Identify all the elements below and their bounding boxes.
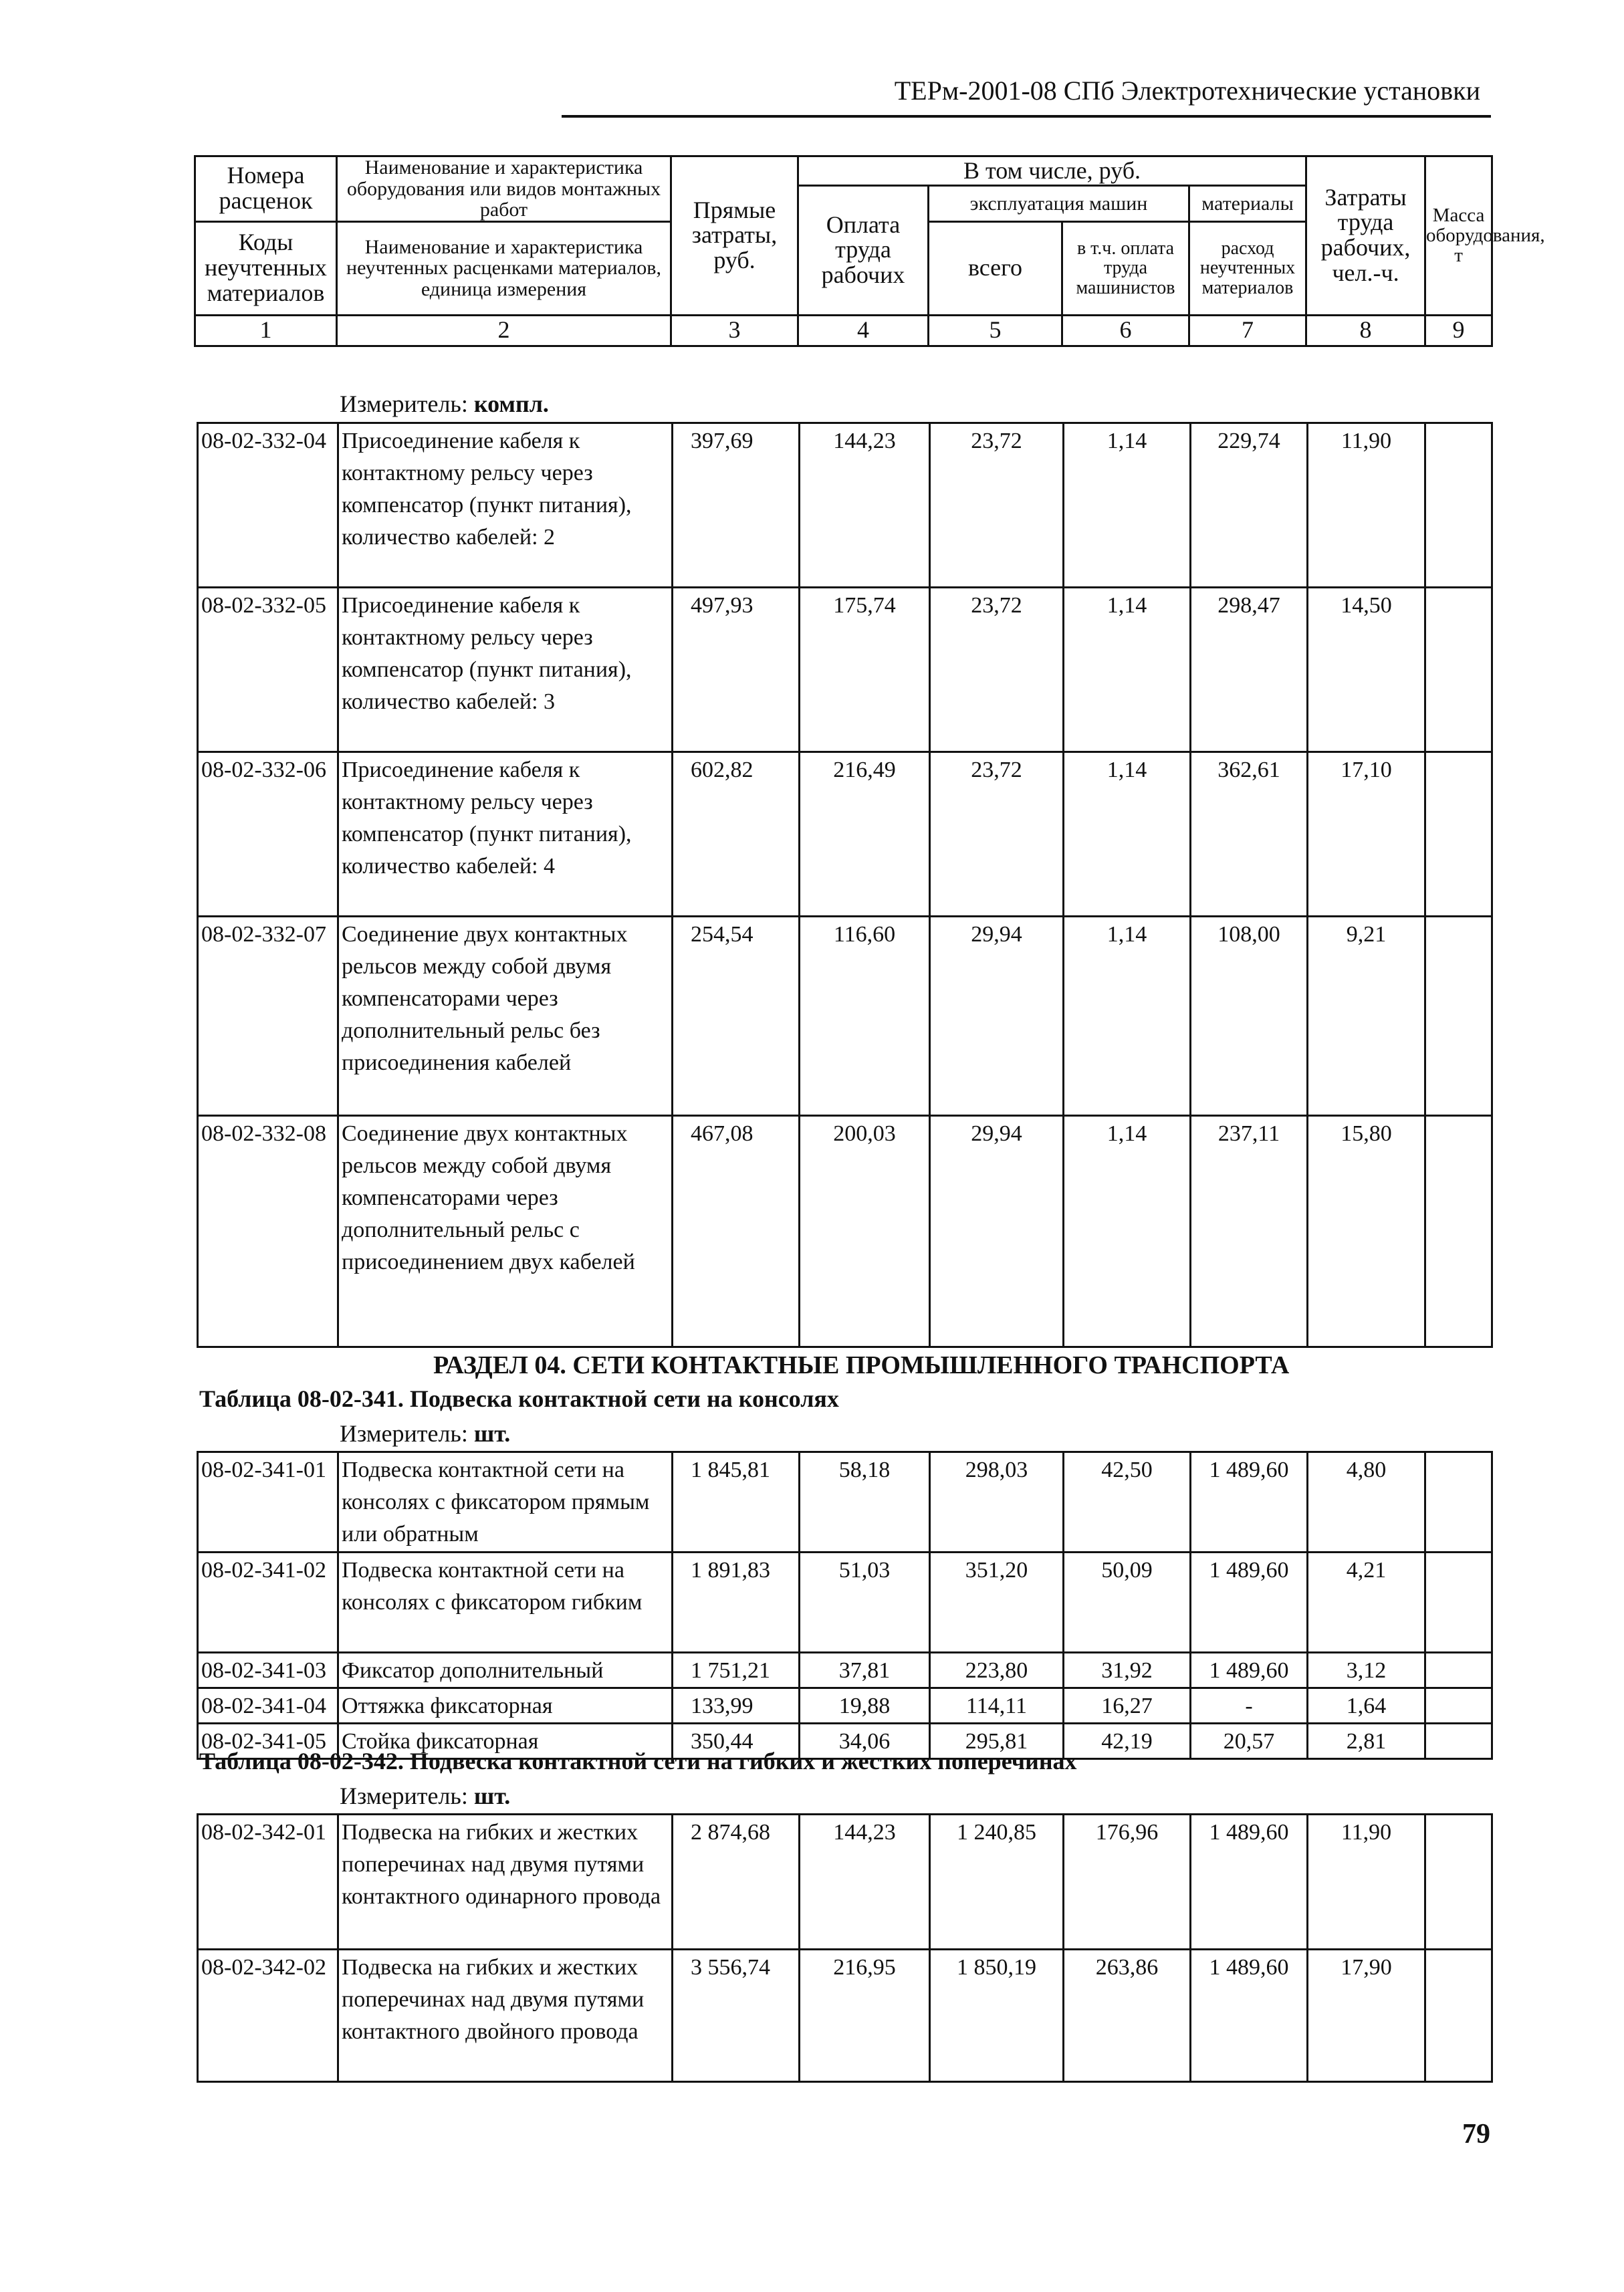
- machinist-pay: 50,09: [1064, 1553, 1191, 1653]
- equipment-mass: [1425, 423, 1492, 588]
- machinist-pay: 1,14: [1064, 917, 1191, 1116]
- table-row: [198, 588, 1492, 752]
- equipment-mass: [1425, 917, 1492, 1116]
- col-number: 9: [1425, 315, 1492, 346]
- equipment-mass: [1425, 588, 1492, 752]
- col-header-labor-pay: Оплата труда рабочих: [798, 186, 929, 316]
- equipment-mass: [1425, 1950, 1492, 2082]
- labor-hours: 11,90: [1308, 1815, 1425, 1950]
- labor-hours: 17,10: [1308, 752, 1425, 917]
- rate-name: Соединение двух контактных рельсов между собой двумя компенсаторами через дополнительный рельс с присоединением двух кабелей: [338, 1116, 673, 1347]
- labor-pay: 19,88: [800, 1688, 930, 1724]
- labor-pay: 216,95: [800, 1950, 930, 2082]
- table-row: [198, 1815, 1492, 1950]
- labor-pay: 175,74: [800, 588, 930, 752]
- machines-total: 351,20: [930, 1553, 1064, 1653]
- measure-unit: шт.: [473, 1783, 511, 1809]
- direct-costs: 254,54: [673, 917, 800, 1116]
- page-number: 79: [1462, 2119, 1490, 2150]
- rate-code: 08-02-342-01: [198, 1815, 338, 1950]
- rate-name: Соединение двух контактных рельсов между собой двумя компенсаторами через дополнительный рельс без присоединения кабелей: [338, 917, 673, 1116]
- machines-total: 1 240,85: [930, 1815, 1064, 1950]
- col-header-machinist-pay: в т.ч. оплата труда машинистов: [1062, 221, 1189, 315]
- measure-unit: компл.: [473, 390, 549, 417]
- col-number: 7: [1189, 315, 1306, 346]
- machinist-pay: 263,86: [1064, 1950, 1191, 2082]
- rate-code: 08-02-341-02: [198, 1553, 338, 1653]
- materials-cost: 362,61: [1191, 752, 1308, 917]
- materials-cost: 229,74: [1191, 423, 1308, 588]
- col-header-codes-top: Номера расценок: [195, 156, 337, 222]
- labor-hours: 4,80: [1308, 1452, 1425, 1553]
- equipment-mass: [1425, 1553, 1492, 1653]
- col-header-group: В том числе, руб.: [798, 156, 1306, 186]
- table-title-341: Таблица 08-02-341. Подвеска контактной сети на консолях: [199, 1385, 839, 1412]
- table-row: [198, 1950, 1492, 2082]
- materials-cost: 237,11: [1191, 1116, 1308, 1347]
- machines-total: 295,81: [930, 1724, 1064, 1759]
- direct-costs: 397,69: [673, 423, 800, 588]
- measure-label: Измеритель:: [340, 390, 468, 417]
- rate-code: 08-02-341-03: [198, 1653, 338, 1688]
- direct-costs: 602,82: [673, 752, 800, 917]
- machinist-pay: 1,14: [1064, 1116, 1191, 1347]
- rate-name: Оттяжка фиксаторная: [338, 1688, 673, 1724]
- materials-cost: 1 489,60: [1191, 1653, 1308, 1688]
- col-number: 5: [929, 315, 1062, 346]
- machines-total: 223,80: [930, 1653, 1064, 1688]
- col-header-labor-hours: Затраты труда рабочих, чел.-ч.: [1306, 156, 1425, 316]
- col-number: 2: [337, 315, 671, 346]
- rate-name: Подвеска контактной сети на консолях с фиксатором гибким: [338, 1553, 673, 1653]
- machines-total: 1 850,19: [930, 1950, 1064, 2082]
- table-title-342: Таблица 08-02-342. Подвеска контактной сети на гибких и жестких поперечинах: [199, 1748, 1077, 1774]
- col-header-name-bottom: Наименование и характеристика неучтенных расценками материалов, единица измерения: [337, 221, 671, 315]
- document-header-title: ТЕРм-2001-08 СПб Электротехнические установки: [894, 76, 1480, 106]
- machines-total: 29,94: [930, 1116, 1064, 1347]
- rate-name: Подвеска на гибких и жестких поперечинах над двумя путями контактного двойного провода: [338, 1950, 673, 2082]
- rate-code: 08-02-332-06: [198, 752, 338, 917]
- col-header-codes-bottom: Коды неучтенных материалов: [195, 221, 337, 315]
- equipment-mass: [1425, 1688, 1492, 1724]
- col-header-direct-costs: Прямые затраты, руб.: [671, 156, 798, 316]
- direct-costs: 1 845,81: [673, 1452, 800, 1553]
- materials-cost: 1 489,60: [1191, 1452, 1308, 1553]
- col-header-machines-total: всего: [929, 221, 1062, 315]
- labor-pay: 216,49: [800, 752, 930, 917]
- rate-name: Фиксатор дополнительный: [338, 1653, 673, 1688]
- labor-hours: 9,21: [1308, 917, 1425, 1116]
- labor-hours: 3,12: [1308, 1653, 1425, 1688]
- labor-hours: 14,50: [1308, 588, 1425, 752]
- equipment-mass: [1425, 1653, 1492, 1688]
- section-heading: РАЗДЕЛ 04. СЕТИ КОНТАКТНЫЕ ПРОМЫШЛЕННОГО ТРАНСПОРТА: [433, 1351, 1290, 1379]
- machines-total: 29,94: [930, 917, 1064, 1116]
- equipment-mass: [1425, 752, 1492, 917]
- rate-code: 08-02-332-07: [198, 917, 338, 1116]
- labor-pay: 144,23: [800, 1815, 930, 1950]
- machinist-pay: 1,14: [1064, 752, 1191, 917]
- materials-cost: -: [1191, 1688, 1308, 1724]
- machinist-pay: 16,27: [1064, 1688, 1191, 1724]
- direct-costs: 1 891,83: [673, 1553, 800, 1653]
- measure-line: [340, 390, 549, 418]
- rates-table-342: [197, 1813, 1493, 2083]
- labor-hours: 2,81: [1308, 1724, 1425, 1759]
- machines-total: 114,11: [930, 1688, 1064, 1724]
- table-row: [198, 1688, 1492, 1724]
- direct-costs: 497,93: [673, 588, 800, 752]
- rates-table-341: [197, 1451, 1493, 1760]
- labor-pay: 144,23: [800, 423, 930, 588]
- col-header-unaccounted-materials: расход неучтенных материалов: [1189, 221, 1306, 315]
- measure-label: Измеритель:: [340, 1783, 468, 1809]
- rate-code: 08-02-332-04: [198, 423, 338, 588]
- direct-costs: 3 556,74: [673, 1950, 800, 2082]
- table-row: [198, 1553, 1492, 1653]
- labor-pay: 37,81: [800, 1653, 930, 1688]
- measure-line: [340, 1782, 510, 1810]
- measure-unit: шт.: [473, 1420, 511, 1447]
- machinist-pay: 42,19: [1064, 1724, 1191, 1759]
- table-row: [198, 1653, 1492, 1688]
- labor-pay: 34,06: [800, 1724, 930, 1759]
- machinist-pay: 176,96: [1064, 1815, 1191, 1950]
- table-row: [198, 752, 1492, 917]
- equipment-mass: [1425, 1452, 1492, 1553]
- rate-code: 08-02-341-01: [198, 1452, 338, 1553]
- col-header-name-top: Наименование и характеристика оборудования или видов монтажных работ: [337, 156, 671, 222]
- rate-code: 08-02-332-08: [198, 1116, 338, 1347]
- machines-total: 298,03: [930, 1452, 1064, 1553]
- labor-hours: 15,80: [1308, 1116, 1425, 1347]
- col-number: 6: [1062, 315, 1189, 346]
- col-header-materials: материалы: [1189, 186, 1306, 222]
- direct-costs: 350,44: [673, 1724, 800, 1759]
- labor-pay: 200,03: [800, 1116, 930, 1347]
- table-row: [198, 423, 1492, 588]
- col-number: 3: [671, 315, 798, 346]
- col-number: 1: [195, 315, 337, 346]
- labor-pay: 51,03: [800, 1553, 930, 1653]
- machinist-pay: 31,92: [1064, 1653, 1191, 1688]
- header-rule: [562, 115, 1491, 118]
- rate-code: 08-02-332-05: [198, 588, 338, 752]
- rate-name: Подвеска контактной сети на консолях с фиксатором прямым или обратным: [338, 1452, 673, 1553]
- rate-code: 08-02-342-02: [198, 1950, 338, 2082]
- measure-line: [340, 1419, 510, 1448]
- direct-costs: 467,08: [673, 1116, 800, 1347]
- materials-cost: 108,00: [1191, 917, 1308, 1116]
- table-row: [198, 917, 1492, 1116]
- materials-cost: 1 489,60: [1191, 1815, 1308, 1950]
- equipment-mass: [1425, 1724, 1492, 1759]
- machinist-pay: 42,50: [1064, 1452, 1191, 1553]
- machinist-pay: 1,14: [1064, 423, 1191, 588]
- labor-hours: 4,21: [1308, 1553, 1425, 1653]
- materials-cost: 1 489,60: [1191, 1950, 1308, 2082]
- labor-hours: 1,64: [1308, 1688, 1425, 1724]
- direct-costs: 133,99: [673, 1688, 800, 1724]
- col-number: 4: [798, 315, 929, 346]
- labor-pay: 58,18: [800, 1452, 930, 1553]
- column-header-table: [194, 155, 1545, 347]
- rate-name: Подвеска на гибких и жестких поперечинах над двумя путями контактного одинарного провода: [338, 1815, 673, 1950]
- machinist-pay: 1,14: [1064, 588, 1191, 752]
- machines-total: 23,72: [930, 752, 1064, 917]
- direct-costs: 2 874,68: [673, 1815, 800, 1950]
- rates-table-332: [197, 422, 1493, 1348]
- table-row: [198, 1452, 1492, 1553]
- equipment-mass: [1425, 1815, 1492, 1950]
- materials-cost: 1 489,60: [1191, 1553, 1308, 1653]
- col-header-mass: Масса оборудования, т: [1425, 156, 1492, 316]
- rate-name: Стойка фиксаторная: [338, 1724, 673, 1759]
- labor-pay: 116,60: [800, 917, 930, 1116]
- labor-hours: 11,90: [1308, 423, 1425, 588]
- rate-code: 08-02-341-04: [198, 1688, 338, 1724]
- materials-cost: 298,47: [1191, 588, 1308, 752]
- direct-costs: 1 751,21: [673, 1653, 800, 1688]
- rate-code: 08-02-341-05: [198, 1724, 338, 1759]
- measure-label: Измеритель:: [340, 1420, 468, 1447]
- labor-hours: 17,90: [1308, 1950, 1425, 2082]
- machines-total: 23,72: [930, 588, 1064, 752]
- materials-cost: 20,57: [1191, 1724, 1308, 1759]
- rate-name: Присоединение кабеля к контактному рельсу через компенсатор (пункт питания), количество кабелей: 2: [338, 423, 673, 588]
- col-header-machines: эксплуатация машин: [929, 186, 1189, 222]
- rate-name: Присоединение кабеля к контактному рельсу через компенсатор (пункт питания), количество кабелей: 4: [338, 752, 673, 917]
- rate-name: Присоединение кабеля к контактному рельсу через компенсатор (пункт питания), количество кабелей: 3: [338, 588, 673, 752]
- col-number: 8: [1306, 315, 1425, 346]
- equipment-mass: [1425, 1116, 1492, 1347]
- table-row: [198, 1116, 1492, 1347]
- machines-total: 23,72: [930, 423, 1064, 588]
